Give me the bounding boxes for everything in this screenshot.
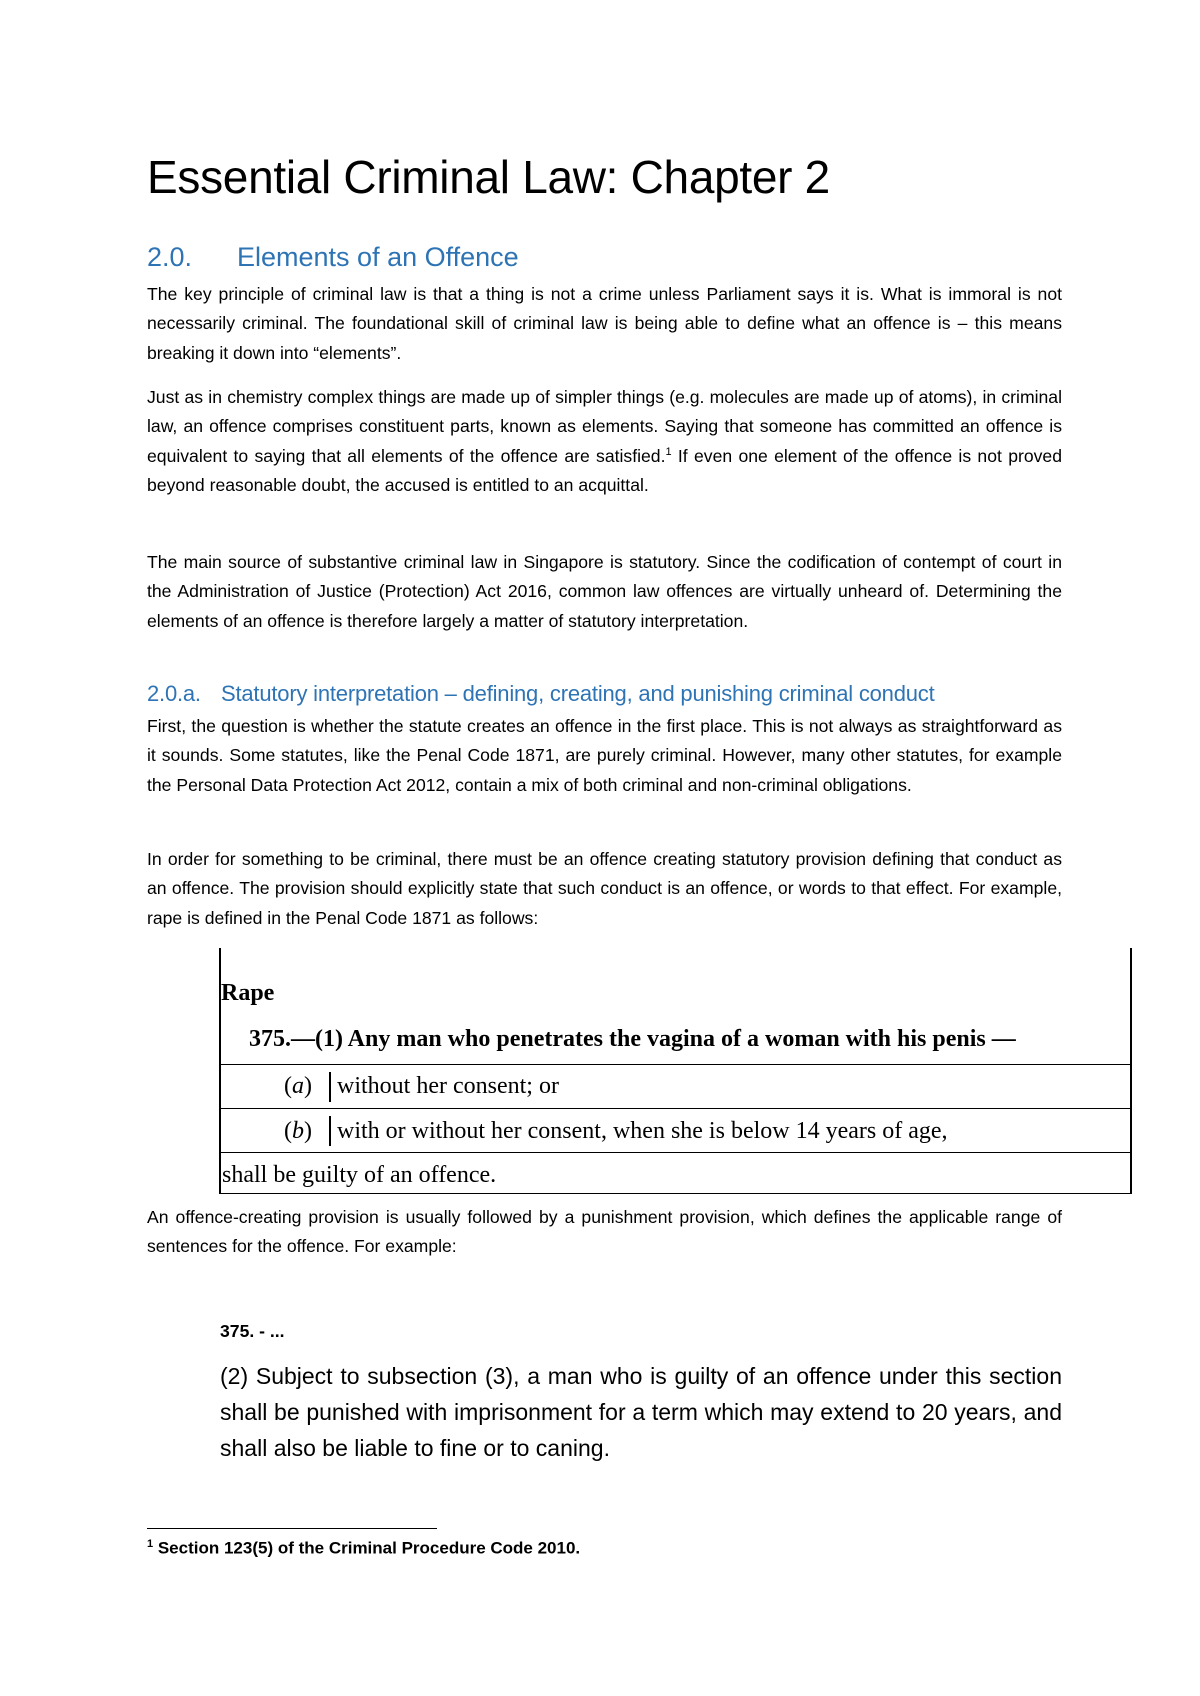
- box-border-bottom: [219, 1193, 1132, 1194]
- row-divider: [219, 1064, 1132, 1065]
- box-border-right: [1130, 948, 1132, 1194]
- statute-closing: shall be guilty of an offence.: [222, 1162, 497, 1188]
- paragraph-elements: [147, 383, 1062, 500]
- footnote-separator: [147, 1528, 437, 1529]
- clause-b-marker: (b): [284, 1118, 312, 1144]
- footnote-reference[interactable]: 1: [665, 445, 672, 458]
- cell-divider: [329, 1116, 331, 1146]
- row-divider: [219, 1152, 1132, 1153]
- subsection-heading: [147, 681, 934, 707]
- cell-divider: [329, 1072, 331, 1102]
- paragraph-elements-text-a: Just as in chemistry complex things are made up of simpler things (e.g. molecules are made up of atoms), in criminal law, an offence comprises constituent parts, known as elements. Saying that someone has committed an offence is equivalent to saying that all elements of the offence are satisfied.: [147, 387, 1062, 466]
- page-title: Essential Criminal Law: Chapter 2: [147, 151, 830, 203]
- statute-excerpt-box: [219, 948, 1132, 1194]
- row-divider: [219, 1108, 1132, 1109]
- paragraph-principle: The key principle of criminal law is that a thing is not a crime unless Parliament says it is. What is immoral is not necessarily criminal. The foundational skill of criminal law is being able to define what an offence is – this means breaking it down into “elements”.: [147, 284, 1062, 363]
- paragraph-sources: The main source of substantive criminal law in Singapore is statutory. Since the codification of contempt of court in the Administration of Justice (Protection) Act 2016, common law offences are virtually unheard of. Determining the elements of an offence is therefore largely a matter of statutory interpretation.: [147, 552, 1062, 631]
- section-number: 2.0.: [147, 242, 193, 272]
- punishment-section-ref: 375. - ...: [220, 1321, 285, 1341]
- footnote-text: Section 123(5) of the Criminal Procedure Code 2010.: [153, 1538, 581, 1558]
- section-heading-text: Elements of an Offence: [237, 242, 519, 272]
- clause-a-text: without her consent; or: [337, 1073, 559, 1099]
- clause-a-marker: (a): [284, 1073, 312, 1099]
- subsection-number: 2.0.a.: [147, 681, 201, 706]
- subsection-heading-text: Statutory interpretation – defining, creating, and punishing criminal conduct: [221, 681, 935, 706]
- paragraph-offence-provision: In order for something to be criminal, there must be an offence creating statutory provision defining that conduct as an offence. The provision should explicitly state that such conduct is an offence, or words to that effect. For example, rape is defined in the Penal Code 1871 as follows:: [147, 849, 1062, 928]
- clause-b-text: with or without her consent, when she is below 14 years of age,: [337, 1118, 948, 1144]
- paragraph-punishment: An offence-creating provision is usually followed by a punishment provision, which defines the applicable range of sentences for the offence. For example:: [147, 1207, 1062, 1257]
- paragraph-elements-text-b: If even one element of the offence is not proved beyond reasonable doubt, the accused is entitled to an acquittal.: [147, 445, 1062, 495]
- paragraph-statute-question: First, the question is whether the statute creates an offence in the first place. This is not always as straightforward as it sounds. Some statutes, like the Penal Code 1871, are purely criminal. However, many other statutes, for example the Personal Data Protection Act 2012, contain a mix of both criminal and non-criminal obligations.: [147, 716, 1062, 795]
- footnote: [147, 1538, 580, 1559]
- section-heading: [147, 242, 519, 273]
- punishment-quote: (2) Subject to subsection (3), a man who is guilty of an offence under this section shall be punished with imprisonment for a term which may extend to 20 years, and shall also be liable to fine or to caning.: [220, 1363, 1062, 1461]
- statute-section-375: 375.—(1) Any man who penetrates the vagina of a woman with his penis —: [249, 1026, 1016, 1052]
- footnote-mark: 1: [147, 1538, 154, 1550]
- statute-heading: Rape: [221, 980, 275, 1006]
